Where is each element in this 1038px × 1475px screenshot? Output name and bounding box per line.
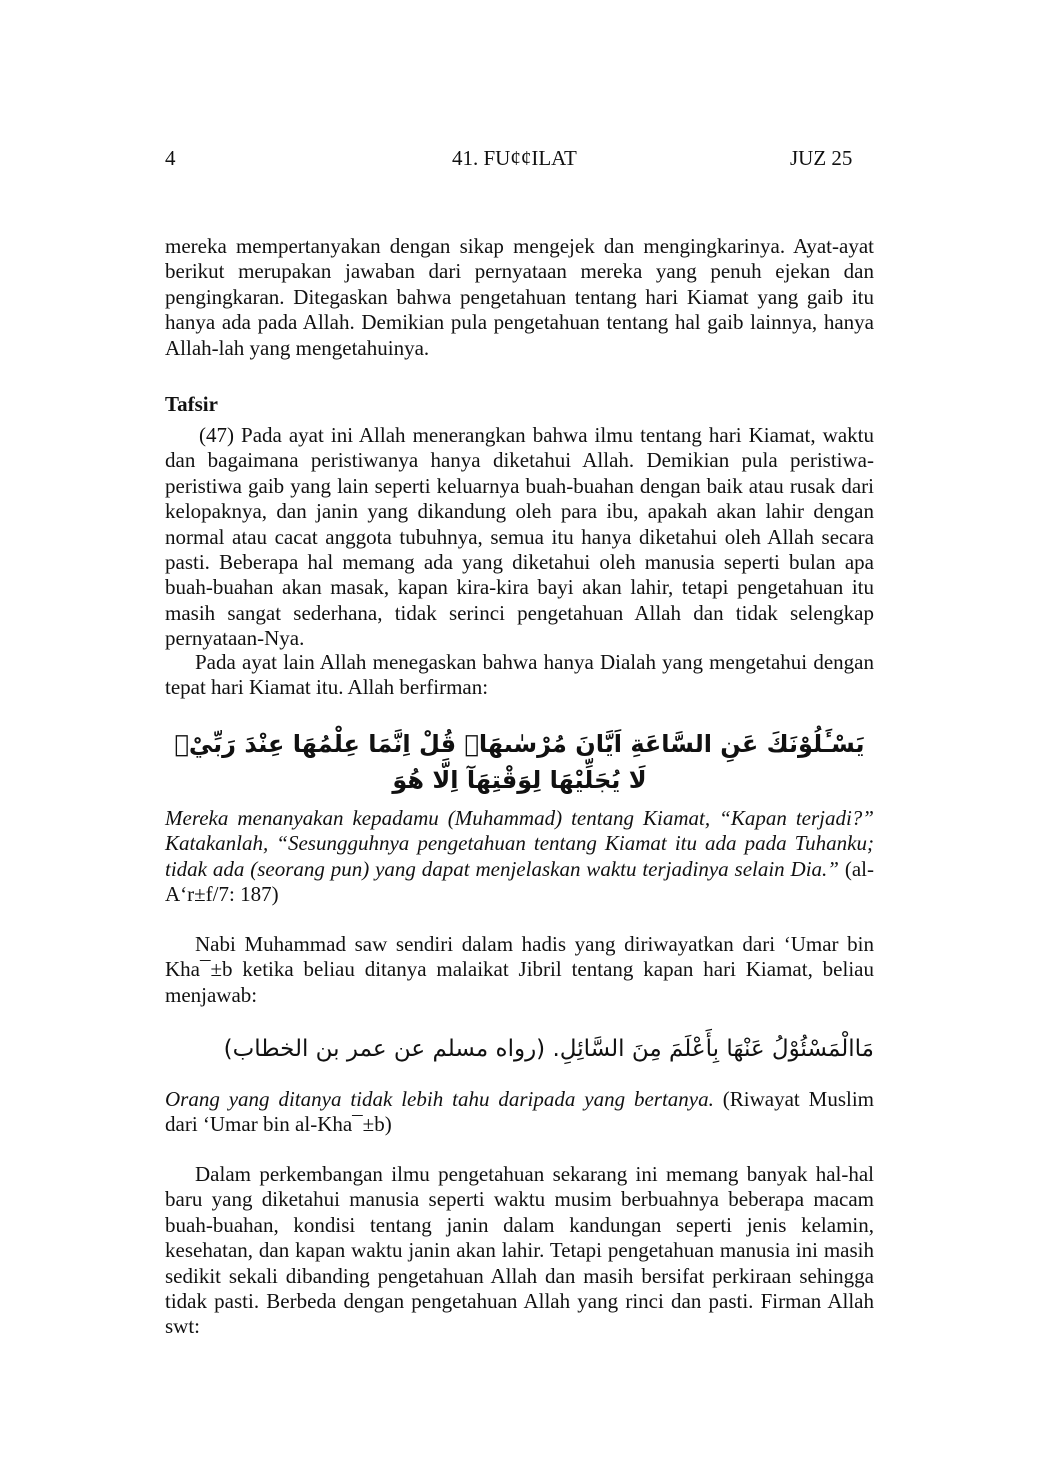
intro-paragraph: mereka mempertanyakan dengan sikap mengejek dan mengingkarinya. Ayat-ayat berikut merupakan jawaban dari pernyataan mereka yang penuh ejekan dan pengingkaran. Ditegaskan bahwa pengetahuan tentang hari Kiamat yang gaib itu hanya ada pada Allah. Demikian pula pengetahuan tentang hal gaib lainnya, hanya Allah-lah yang mengetahuinya. [165,234,874,360]
hadith-translation [165,1087,874,1138]
surah-title: 41. FU¢¢ILAT [452,146,577,170]
tafsir-paragraph: (47) Pada ayat ini Allah menerangkan bahwa ilmu tentang hari Kiamat, waktu dan bagaimana peristiwanya hanya diketahui Allah. Demikian pula peristiwa-peristiwa gaib yang lain seperti keluarnya buah-buahan dengan baik atau rusak dari kelopaknya, dan janin yang dikandung oleh para ibu, apakah akan lahir dengan normal atau cacat anggota tubuhnya, semua itu hanya diketahui oleh Allah secara pasti. Beberapa hal memang ada yang diketahui oleh manusia seperti bulan apa buah-buahan akan masak, kapan kira-kira bayi akan lahir, tetapi pengetahuan itu masih sangat sederhana, tidak serinci pengetahuan Allah dan tidak selengkap pernyataan-Nya. [165,423,874,651]
hadith-arabic [165,1032,874,1066]
closing-paragraph: Dalam perkembangan ilmu pengetahuan sekarang ini memang banyak hal-hal baru yang diketahui manusia seperti waktu musim berbuahnya beberapa macam buah-buahan, kondisi tentang janin dalam kandungan seperti jenis kelamin, kesehatan, dan kapan waktu janin akan lahir. Tetapi pengetahuan manusia ini masih sedikit sekali dibanding pengetahuan Allah dan masih bersifat perkiraan sehingga tidak pasti. Berbeda dengan pengetahuan Allah yang rinci dan pasti. Firman Allah swt: [165,1162,874,1339]
verse-translation-text: Mereka menanyakan kepadamu (Muhammad) tentang Kiamat, “Kapan terjadi?” Katakanlah, “Sesungguhnya pengetahuan tentang Kiamat itu ada pada Tuhanku; tidak ada (seorang pun) yang dapat menjelaskan waktu terjadinya selain Dia.” [165,806,874,881]
juz-label: JUZ 25 [790,146,853,170]
quran-verse-arabic: يَسْـَٔلُوْنَكَ عَنِ السَّاعَةِ اَيَّانَ مُرْسٰىهَاۗ قُلْ اِنَّمَا عِلْمُهَا عِنْدَ رَبِّيْۚ لَا يُجَلِّيْهَا لِوَقْتِهَآ اِلَّا هُوَ [174,730,865,794]
hadith-arabic-text: مَاالْمَسْئُوْلُ عَنْهَا بِأَعْلَمَ مِنَ السَّائِلِ. (رواه مسلم عن عمر بن الخطاب) [223,1036,874,1062]
tafsir-heading: Tafsir [165,392,218,416]
hadith-intro-paragraph: Nabi Muhammad saw sendiri dalam hadis yang diriwayatkan dari ‘Umar bin Kha¯±b ketika beliau ditanya malaikat Jibril tentang kapan hari Kiamat, beliau menjawab: [165,932,874,1007]
verse-translation [165,806,874,908]
hadith-reference: (Riwayat Muslim dari ‘Umar bin al-Kha¯±b) [165,1087,874,1137]
verse-reference: (al-A‘r±f/7: 187) [165,856,874,907]
page-number: 4 [165,146,176,170]
hadith-translation-text: Orang yang ditanya tidak lebih tahu daripada yang bertanya. [165,1087,714,1111]
other-verse-paragraph: Pada ayat lain Allah menegaskan bahwa hanya Dialah yang mengetahui dengan tepat hari Kiamat itu. Allah berfirman: [165,650,874,700]
